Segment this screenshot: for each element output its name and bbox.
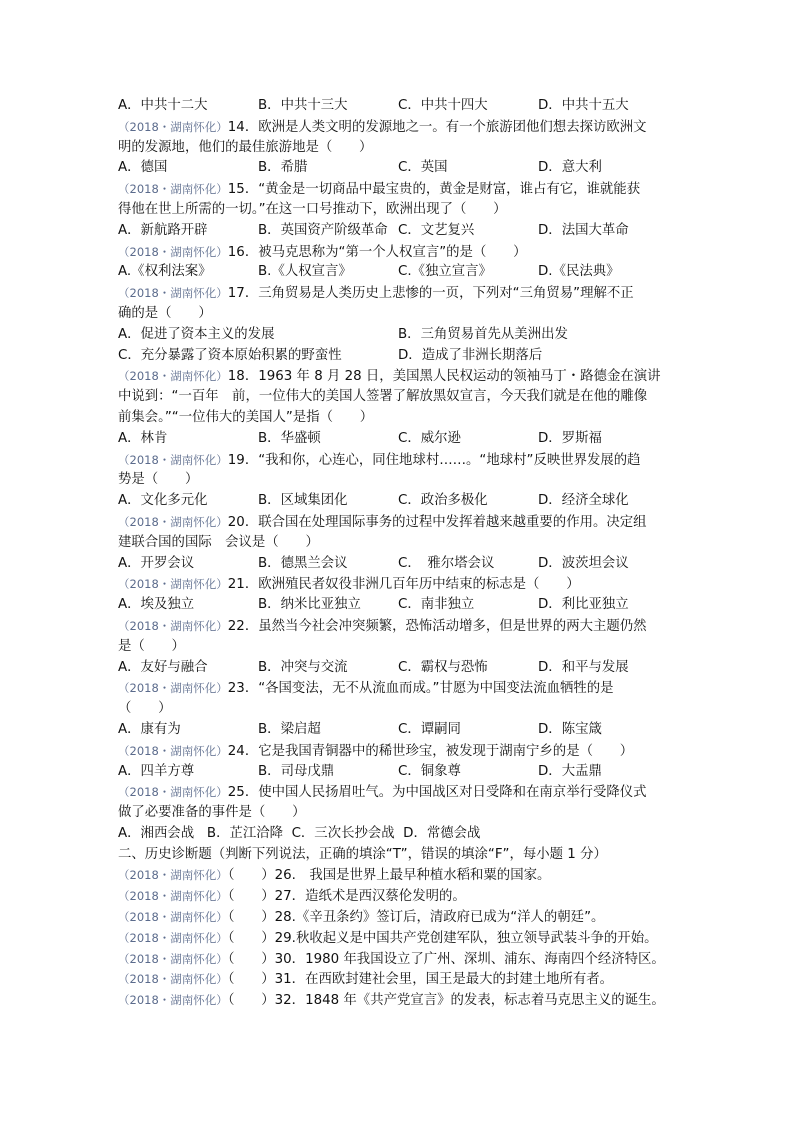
option-d: D．意大利 [538, 160, 602, 176]
option-c: C．英国 [398, 160, 448, 176]
option-c: C．三次长抄会战 [291, 825, 395, 841]
q22-stem [118, 616, 680, 637]
q14-stem-cont: 明的发源地，他们的最佳旅游地是（ ） [118, 139, 373, 155]
q13-option-d: D．中共十五大 [538, 98, 629, 113]
judgment-item-32 [118, 990, 680, 1011]
q16-options [118, 262, 680, 283]
option-c: C．南非独立 [398, 597, 475, 613]
question-text: 24．它是我国青铜器中的稀世珍宝，被发现于湖南宁乡的是（ ） [227, 743, 634, 759]
question-source: （2018・湖南怀化） [118, 993, 228, 1008]
question-source: （2018・湖南怀化） [118, 577, 228, 592]
q17-stem [118, 283, 680, 304]
option-b: B．纳米比亚独立 [258, 597, 361, 613]
question-source: （2018・湖南怀化） [118, 743, 228, 758]
q23-stem [118, 678, 680, 699]
question-source: （2018・湖南怀化） [118, 868, 228, 883]
option-b: B．梁启超 [258, 721, 321, 737]
q22-options [118, 658, 680, 679]
q18-stem [118, 366, 680, 387]
option-a: A．开罗会议 [118, 555, 195, 571]
q13-option-b: B．中共十三大 [258, 98, 348, 113]
judgment-item-31 [118, 969, 680, 990]
q23-options [118, 720, 680, 741]
judgment-text: （ ）31．在西欧封建社会里，国王是最大的封建土地所有者。 [227, 972, 614, 988]
question-source: （2018・湖南怀化） [118, 681, 228, 696]
judgment-text: （ ）26. 我国是世界上最早种植水稻和粟的国家。 [227, 868, 551, 884]
q22-stem-cont: 是（ ） [118, 638, 185, 654]
q19-stem-cont: 势是（ ） [118, 472, 199, 488]
q18-stem-cont-2: 前集会。”“一位伟大的美国人”是指（ ） [118, 409, 374, 425]
question-text: 23．“各国变法，无不从流血而成。”甘愿为中国变法流血牺牲的是 [227, 681, 614, 697]
question-source: （2018・湖南怀化） [118, 910, 228, 925]
q21-options [118, 595, 680, 616]
option-a: A．林肯 [118, 430, 168, 446]
q17-options-ab [118, 325, 680, 346]
option-d: D．和平与发展 [538, 659, 629, 675]
question-source: （2018・湖南怀化） [118, 930, 228, 945]
judgment-text: （ ）29.秋收起义是中国共产党创建军队，独立领导武装斗争的开始。 [227, 930, 658, 946]
q21-stem [118, 574, 680, 595]
question-source: （2018・湖南怀化） [118, 119, 228, 134]
option-c: C．充分暴露了资本原始积累的野蛮性 [118, 347, 342, 363]
option-b: B．区域集团化 [258, 493, 348, 509]
q15-stem-cont: 得他在世上所需的一切。”在这一口号推动下，欧洲出现了（ ） [118, 201, 507, 217]
question-text: 15．“黄金是一切商品中最宝贵的，黄金是财富，谁占有它，谁就能获 [227, 182, 641, 198]
q20-options [118, 554, 680, 575]
option-a: A．促进了资本主义的发展 [118, 326, 275, 342]
option-a: A．友好与融合 [118, 659, 208, 675]
q24-stem [118, 741, 680, 762]
option-a: A．新航路开辟 [118, 222, 208, 238]
option-c: C．威尔逊 [398, 430, 461, 446]
question-text: 21．欧洲殖民者奴役非洲几百年历中结束的标志是（ ） [227, 577, 580, 593]
option-a: A．埃及独立 [118, 597, 195, 613]
q25-stem [118, 782, 680, 803]
q14-options [118, 158, 680, 179]
option-c: C．谭嗣同 [398, 721, 461, 737]
option-d: D.《民法典》 [538, 264, 620, 280]
q25-stem-cont: 做了必要准备的事件是（ ） [118, 805, 306, 821]
question-source: （2018・湖南怀化） [118, 785, 228, 800]
q13-option-a: A．中共十二大 [118, 98, 208, 113]
option-c: C.《独立宣言》 [398, 264, 492, 280]
question-text: 25．使中国人民扬眉吐气。为中国战区对日受降和在南京举行受降仪式 [227, 785, 647, 801]
option-c: C．政治多极化 [398, 493, 488, 509]
q18-options [118, 429, 680, 450]
option-d: D．常德会战 [403, 825, 481, 841]
option-d: D．造成了非洲长期落后 [398, 347, 543, 363]
q19-options [118, 491, 680, 512]
question-source: （2018・湖南怀化） [118, 951, 228, 966]
q17-options-cd [118, 346, 680, 367]
option-d: D．法国大革命 [538, 222, 629, 238]
judgment-item-30 [118, 949, 680, 970]
q24-options [118, 762, 680, 783]
option-b: B．华盛顿 [258, 430, 321, 446]
question-source: （2018・湖南怀化） [118, 452, 228, 467]
judgment-item-26 [118, 865, 680, 886]
option-b: B.《人权宣言》 [258, 264, 352, 280]
judgment-text: （ ）28.《辛丑条约》签订后，清政府已成为“洋人的朝廷”。 [227, 910, 605, 926]
question-text: 18．1963 年 8 月 28 日，美国黑人民权运动的领袖马丁・路德金在演讲 [227, 369, 661, 385]
q15-stem [118, 179, 680, 200]
q20-stem-cont: 建联合国的国际 会议是（ ） [118, 534, 319, 550]
question-source: （2018・湖南怀化） [118, 369, 228, 384]
q20-stem [118, 512, 680, 533]
question-source: （2018・湖南怀化） [118, 286, 228, 301]
question-text: 19．“我和你，心连心，同住地球村……。“地球村”反映世界发展的趋 [227, 452, 641, 468]
question-text: 14．欧洲是人类文明的发源地之一。有一个旅游团他们想去探访欧洲文 [227, 119, 647, 135]
judgment-text: （ ）27．造纸术是西汉蔡伦发明的。 [227, 889, 466, 905]
question-source: （2018・湖南怀化） [118, 889, 228, 904]
option-b: B．司母戊鼎 [258, 763, 335, 779]
q23-stem-cont: （ ） [118, 701, 172, 717]
option-a: A．康有为 [118, 721, 181, 737]
option-d: D．波茨坦会议 [538, 555, 629, 571]
option-d: D．经济全球化 [538, 493, 629, 509]
option-d: D．大盂鼎 [538, 763, 602, 779]
option-a: A.《权利法案》 [118, 264, 212, 280]
question-text: 20．联合国在处理国际事务的过程中发挥着越来越重要的作用。决定组 [227, 514, 647, 530]
question-text: 16．被马克思称为“第一个人权宣言”的是（ ） [227, 244, 527, 260]
judgment-text: （ ）32．1848 年《共产党宣言》的发表，标志着马克思主义的诞生。 [227, 993, 665, 1009]
option-d: D．陈宝箴 [538, 721, 602, 737]
judgment-item-29 [118, 928, 680, 949]
question-source: （2018・湖南怀化） [118, 618, 228, 633]
q19-stem [118, 450, 680, 471]
option-a: A．湘西会战 [118, 825, 195, 841]
q17-stem-cont: 确的是（ ） [118, 305, 212, 321]
option-d: D．罗斯福 [538, 430, 602, 446]
question-text: 17．三角贸易是人类历史上悲惨的一页，下列对“三角贸易”理解不正 [227, 286, 634, 302]
q13-option-c: C．中共十四大 [398, 98, 488, 113]
q14-stem [118, 117, 680, 138]
judgment-text: （ ）30．1980 年我国设立了广州、深圳、浦东、海南四个经济特区。 [227, 951, 665, 967]
option-b: B．德黑兰会议 [258, 555, 348, 571]
option-c: C．霸权与恐怖 [398, 659, 488, 675]
section-heading: 二、历史诊断题（判断下列说法，正确的填涂“T”，错误的填涂“F”，每小题 1 分） [118, 846, 607, 862]
option-a: A．文化多元化 [118, 493, 208, 509]
judgment-item-28 [118, 907, 680, 928]
question-source: （2018・湖南怀化） [118, 514, 228, 529]
option-c: C．文艺复兴 [398, 222, 475, 238]
option-a: A．四羊方尊 [118, 763, 195, 779]
option-d: D．利比亚独立 [538, 597, 629, 613]
q25-options [118, 824, 680, 845]
q16-stem [118, 242, 680, 263]
question-source: （2018・湖南怀化） [118, 182, 228, 197]
question-source: （2018・湖南怀化） [118, 972, 228, 987]
option-c: C． 雅尔塔会议 [398, 555, 495, 571]
q13-options [118, 96, 680, 117]
option-b: B．希腊 [258, 160, 308, 176]
question-source: （2018・湖南怀化） [118, 244, 228, 259]
exam-page [118, 96, 680, 1011]
q15-options [118, 221, 680, 242]
option-c: C．铜象尊 [398, 763, 461, 779]
option-b: B．英国资产阶级革命 [258, 222, 388, 238]
q18-stem-cont: 中说到：“一百年 前，一位伟大的美国人签署了解放黑奴宣言，今天我们就是在他的雕像 [118, 389, 648, 405]
option-b: B．芷江洽降 [206, 825, 284, 841]
judgment-item-27 [118, 886, 680, 907]
option-b: B．三角贸易首先从美洲出发 [398, 326, 568, 342]
option-a: A．德国 [118, 160, 168, 176]
option-b: B．冲突与交流 [258, 659, 348, 675]
question-text: 22．虽然当今社会冲突频繁，恐怖活动增多，但是世界的两大主题仍然 [227, 618, 647, 634]
